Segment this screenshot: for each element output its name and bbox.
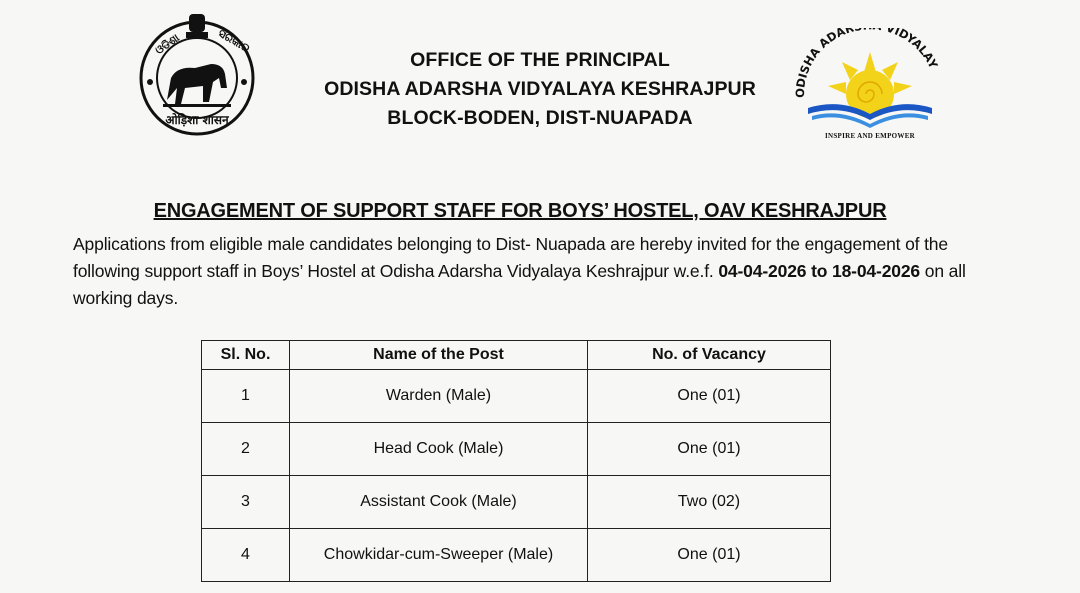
cell-sl-no: 4: [202, 529, 290, 582]
cell-post: Assistant Cook (Male): [290, 476, 588, 529]
cell-sl-no: 1: [202, 370, 290, 423]
intro-text: Applications from eligible male candidates belonging to Dist- Nuapada are hereby invited for the engagement of the following support staff in Boys’ Hostel at Odisha Adarsha Vidyalaya Keshrajpur w.e.f.: [73, 234, 948, 281]
sun-book-icon: [790, 28, 950, 132]
cell-vacancy: One (01): [588, 423, 831, 476]
notice-intro: [73, 231, 973, 312]
header-sl-no: Sl. No.: [202, 341, 290, 370]
table-row: [202, 529, 831, 582]
table-row: [202, 476, 831, 529]
oav-tagline: INSPIRE AND EMPOWER: [824, 132, 916, 140]
cell-sl-no: 3: [202, 476, 290, 529]
notice-title: ENGAGEMENT OF SUPPORT STAFF FOR BOYS’ HOSTEL, OAV KESHRAJPUR: [153, 200, 887, 222]
header-vacancy: No. of Vacancy: [588, 341, 831, 370]
vacancy-table: [201, 340, 831, 582]
emblem-text-bottom: ओड़िशा शासन: [165, 113, 229, 127]
header-line-office: OFFICE OF THE PRINCIPAL: [410, 49, 670, 71]
header-line-school: ODISHA ADARSHA VIDYALAYA KESHRAJPUR: [324, 78, 756, 100]
cell-vacancy: Two (02): [588, 476, 831, 529]
oav-arc-text: ODISHA ADAR VIDYALAY: [792, 28, 941, 99]
header-line-address: BLOCK-BODEN, DIST-NUAPADA: [387, 107, 693, 129]
cell-sl-no: 2: [202, 423, 290, 476]
odisha-govt-emblem-icon: [137, 12, 257, 138]
cell-post: Chowkidar-cum-Sweeper (Male): [290, 529, 588, 582]
emblem-text-top-left: ଓଡ଼ିଶା: [152, 31, 182, 58]
oav-logo: [790, 28, 950, 146]
intro-text-end: on all working days.: [73, 261, 966, 308]
cell-post: Head Cook (Male): [290, 423, 588, 476]
header-post: Name of the Post: [290, 341, 588, 370]
intro-dates: 04-04-2026 to 18-04-2026: [718, 261, 921, 281]
cell-post: Warden (Male): [290, 370, 588, 423]
cell-vacancy: One (01): [588, 370, 831, 423]
emblem-text-top-right: ସରକାର: [215, 26, 253, 56]
table-row: [202, 423, 831, 476]
table-header-row: [202, 341, 831, 370]
letterhead: [280, 46, 800, 133]
table-row: [202, 370, 831, 423]
cell-vacancy: One (01): [588, 529, 831, 582]
